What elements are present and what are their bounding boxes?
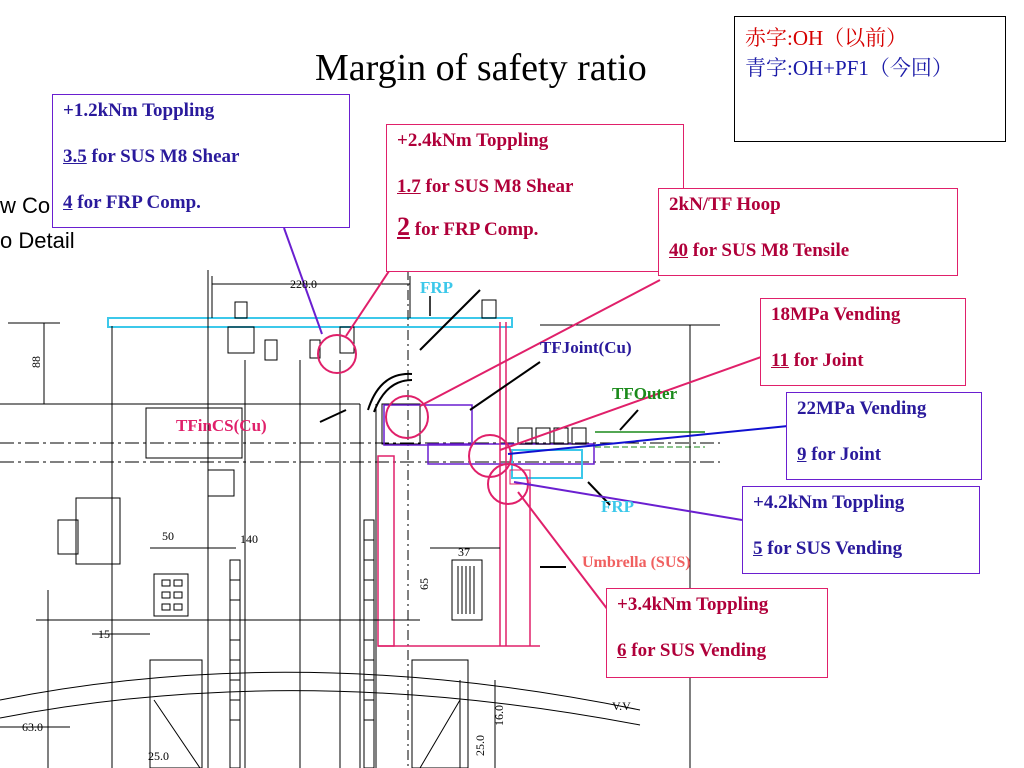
- callout-6-top: +4.2kNm Toppling: [753, 492, 905, 513]
- label-frp-top: FRP: [420, 278, 454, 297]
- callout-3-top: 2kN/TF Hoop: [669, 194, 781, 215]
- callout-6-mid: 5 for SUS Vending: [753, 538, 903, 559]
- callout-2-bot: 2 for FRP Comp.: [397, 212, 539, 241]
- callout-3-mid: 40 for SUS M8 Tensile: [669, 240, 850, 261]
- label-tfjoint: TFJoint(Cu): [540, 338, 632, 357]
- dim-65: 65: [417, 578, 431, 590]
- callout-1-bot: 4 for FRP Comp.: [63, 192, 201, 213]
- callout-7-mid: 6 for SUS Vending: [617, 640, 767, 661]
- dim-88: 88: [29, 356, 43, 368]
- dim-228: 228.0: [290, 277, 317, 291]
- dim-37: 37: [458, 545, 470, 559]
- dim-25b: 25.0: [473, 735, 487, 756]
- slide-title: Margin of safety ratio: [315, 47, 647, 89]
- partial-text-line2: o Detail: [0, 228, 75, 253]
- legend-red-text: 赤字:OH（以前）: [745, 26, 908, 50]
- label-frp-bottom: FRP: [601, 497, 635, 516]
- label-tfouter: TFOuter: [612, 384, 678, 403]
- dim-vv: V.V: [612, 699, 631, 713]
- dim-16: 16.0: [492, 705, 506, 726]
- label-tfincs: TFinCS(Cu): [176, 416, 267, 435]
- callout-1-mid: 3.5 for SUS M8 Shear: [63, 146, 240, 167]
- label-umbrella: Umbrella (SUS): [582, 554, 691, 571]
- callout-topple-2-4: [386, 124, 684, 272]
- legend-box: [734, 16, 1006, 142]
- callout-2-mid: 1.7 for SUS M8 Shear: [397, 176, 574, 197]
- dim-50: 50: [162, 529, 174, 543]
- callout-vending-18: [760, 298, 966, 386]
- dim-25a: 25.0: [148, 749, 169, 763]
- callout-4-mid: 11 for Joint: [771, 350, 864, 371]
- legend-blue-text: 青字:OH+PF1（今回）: [745, 56, 953, 80]
- callout-5-mid: 9 for Joint: [797, 444, 882, 465]
- dim-15: 15: [98, 627, 110, 641]
- callout-5-top: 22MPa Vending: [797, 398, 927, 419]
- callout-vending-22: [786, 392, 982, 480]
- callout-topple-4-2: [742, 486, 980, 574]
- callout-hoop: [658, 188, 958, 276]
- callout-1-top: +1.2kNm Toppling: [63, 100, 215, 121]
- partial-text-line1: w Co: [0, 193, 51, 218]
- dim-140: 140: [240, 532, 258, 546]
- callout-4-top: 18MPa Vending: [771, 304, 901, 325]
- callout-topple-3-4: [606, 588, 828, 678]
- dim-63: 63.0: [22, 720, 43, 734]
- callout-2-top: +2.4kNm Toppling: [397, 130, 549, 151]
- callout-topple-1-2: [52, 94, 350, 228]
- callout-7-top: +3.4kNm Toppling: [617, 594, 769, 615]
